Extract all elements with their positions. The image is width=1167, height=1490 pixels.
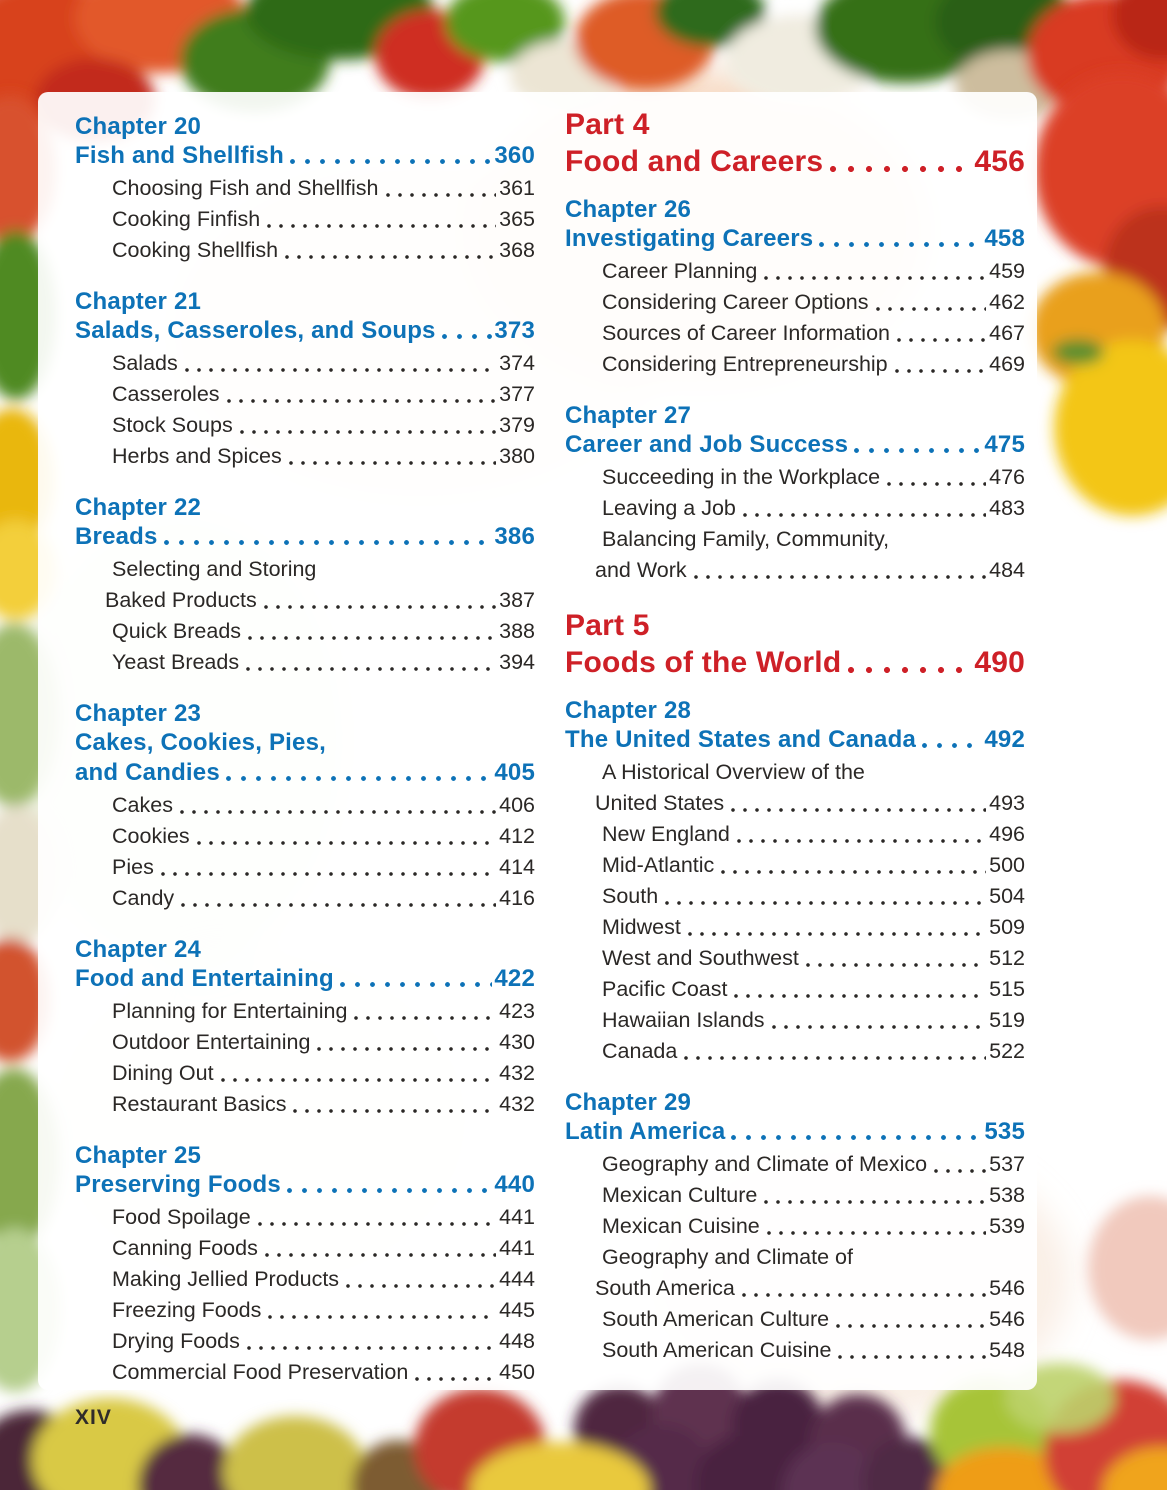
chapter-label: Chapter 23 [75, 700, 202, 727]
toc-entry-line [112, 1326, 535, 1357]
toc-entry-line [105, 585, 535, 616]
entry-page-number: 522 [989, 1039, 1025, 1063]
entry-page-number: 469 [989, 352, 1025, 376]
entry-text: Choosing Fish and Shellfish [112, 176, 379, 200]
toc-section-chapter [565, 696, 1025, 1067]
entry-page-number: 388 [499, 619, 535, 643]
part-title-row [565, 644, 1025, 681]
entry-text: Selecting and Storing [112, 557, 317, 581]
entry-page-number: 406 [499, 793, 535, 817]
dot-leader [220, 1077, 497, 1083]
toc-entry-line [112, 996, 535, 1027]
chapter-title-row [75, 316, 535, 346]
dot-leader [664, 900, 986, 906]
section-page-number: 492 [984, 726, 1025, 753]
entry-page-number: 414 [499, 855, 535, 879]
section-page-number: 422 [494, 965, 535, 992]
entry-text: New England [602, 822, 730, 846]
chapter-title-row [75, 728, 535, 758]
toc-item-list [595, 462, 1025, 586]
toc-entry-line [595, 1273, 1025, 1304]
section-page-number: 456 [974, 145, 1025, 178]
entry-page-number: 512 [989, 946, 1025, 970]
entry-page-number: 379 [499, 413, 535, 437]
chapter-title-row [75, 758, 535, 788]
dot-leader [805, 962, 986, 968]
entry-text: Dining Out [112, 1061, 214, 1085]
entry-page-number: 546 [989, 1307, 1025, 1331]
section-page-number: 535 [984, 1118, 1025, 1145]
toc-entry-line [602, 912, 1025, 943]
dot-leader [853, 447, 982, 454]
section-page-number: 475 [984, 431, 1025, 458]
chapter-label: Chapter 22 [75, 494, 202, 521]
entry-page-number: 412 [499, 824, 535, 848]
toc-entry-line [112, 441, 535, 472]
entry-text: Geography and Climate of Mexico [602, 1152, 928, 1176]
entry-text: and Work [595, 558, 687, 582]
toc-entry-line [602, 850, 1025, 881]
section-title-text: Breads [75, 523, 158, 550]
dot-leader [763, 1199, 986, 1205]
toc-entry-line [112, 379, 535, 410]
chapter-title-row [75, 522, 535, 552]
toc-entry-line [602, 256, 1025, 287]
entry-text: West and Southwest [602, 946, 799, 970]
dot-leader [894, 368, 986, 374]
entry-text: Herbs and Spices [112, 444, 282, 468]
entry-text: Yeast Breads [112, 650, 240, 674]
entry-page-number: 448 [499, 1329, 535, 1353]
toc-item-list [595, 1149, 1025, 1366]
entry-text: Making Jellied Products [112, 1267, 340, 1291]
entry-text: Midwest [602, 915, 681, 939]
entry-text: Freezing Foods [112, 1298, 262, 1322]
toc-section-chapter [75, 935, 535, 1120]
entry-page-number: 546 [989, 1276, 1025, 1300]
dot-leader [933, 1168, 986, 1174]
entry-page-number: 416 [499, 886, 535, 910]
dot-leader [267, 1314, 496, 1320]
entry-page-number: 493 [989, 791, 1025, 815]
toc-section-chapter [75, 112, 535, 266]
toc-entry-line [602, 1180, 1025, 1211]
dot-leader [316, 1046, 496, 1052]
toc-entry-line [112, 1027, 535, 1058]
section-page-number: 360 [494, 142, 535, 169]
entry-text: Commercial Food Preservation [112, 1360, 409, 1384]
dot-leader [226, 398, 497, 404]
section-page-number: 405 [494, 759, 535, 786]
toc-item-list [112, 996, 535, 1120]
section-title-text: and Candies [75, 759, 220, 786]
entry-text: Cookies [112, 824, 190, 848]
dot-leader [733, 993, 986, 999]
entry-text: Salads [112, 351, 178, 375]
part-label: Part 5 [565, 609, 650, 642]
section-title-text: Investigating Careers [565, 225, 814, 252]
entry-text: Candy [112, 886, 175, 910]
chapter-title-row [75, 141, 535, 171]
toc-entry-line [112, 1202, 535, 1233]
chapter-title-row [565, 224, 1025, 254]
entry-page-number: 377 [499, 382, 535, 406]
entry-text: Pies [112, 855, 154, 879]
dot-leader [687, 931, 986, 937]
chapter-label: Chapter 28 [565, 697, 692, 724]
dot-leader [288, 460, 496, 466]
chapter-label: Chapter 24 [75, 936, 202, 963]
entry-text: Sources of Career Information [602, 321, 890, 345]
entry-page-number: 450 [499, 1360, 535, 1384]
toc-entry-line [112, 1357, 535, 1388]
toc-item-list [112, 1202, 535, 1388]
toc-entry-line [602, 881, 1025, 912]
toc-entry-line [602, 1149, 1025, 1180]
toc-entry-line [112, 821, 535, 852]
toc-section-chapter [565, 195, 1025, 380]
dot-leader [225, 775, 492, 782]
toc-entry-line [112, 410, 535, 441]
toc-column-right [565, 106, 1025, 1387]
entry-text: Planning for Entertaining [112, 999, 348, 1023]
chapter-label: Chapter 21 [75, 288, 202, 315]
entry-text: Mexican Cuisine [602, 1214, 760, 1238]
entry-text: Geography and Climate of [602, 1245, 853, 1269]
entry-text: Pacific Coast [602, 977, 728, 1001]
section-title-text: Preserving Foods [75, 1171, 281, 1198]
toc-item-list [595, 757, 1025, 1067]
entry-text: Casseroles [112, 382, 220, 406]
part-label: Part 4 [565, 108, 650, 141]
section-page-number: 458 [984, 225, 1025, 252]
section-title-text: Fish and Shellfish [75, 142, 284, 169]
dot-leader [896, 337, 986, 343]
dot-leader [818, 241, 982, 248]
toc-section-chapter [565, 401, 1025, 586]
section-title-text: The United States and Canada [565, 726, 916, 753]
entry-page-number: 432 [499, 1092, 535, 1116]
dot-leader [886, 481, 986, 487]
entry-page-number: 394 [499, 650, 535, 674]
toc-entry-line [112, 616, 535, 647]
toc-item-list [112, 173, 535, 266]
entry-page-number: 462 [989, 290, 1025, 314]
dot-leader [771, 1024, 987, 1030]
toc-item-list [112, 348, 535, 472]
section-page-number: 490 [974, 646, 1025, 679]
chapter-label: Chapter 20 [75, 113, 202, 140]
dot-leader [683, 1055, 986, 1061]
toc-section-chapter [75, 287, 535, 472]
toc-section-chapter [75, 699, 535, 914]
toc-item-list [602, 256, 1025, 380]
entry-page-number: 387 [499, 588, 535, 612]
dot-leader [730, 1134, 982, 1141]
chapter-label: Chapter 29 [565, 1089, 692, 1116]
entry-text: Restaurant Basics [112, 1092, 287, 1116]
entry-text: Canada [602, 1039, 678, 1063]
toc-entry-line [602, 1242, 1025, 1273]
toc-item-list [105, 554, 535, 678]
entry-page-number: 537 [989, 1152, 1025, 1176]
dot-leader [766, 1230, 986, 1236]
dot-leader [196, 840, 496, 846]
entry-text: Considering Career Options [602, 290, 869, 314]
toc-section-chapter [75, 493, 535, 678]
toc-entry-line [602, 349, 1025, 380]
toc-entry-line [595, 555, 1025, 586]
entry-page-number: 483 [989, 496, 1025, 520]
entry-page-number: 423 [499, 999, 535, 1023]
entry-text: Baked Products [105, 588, 257, 612]
toc-entry-line [112, 348, 535, 379]
dot-leader [730, 807, 986, 813]
toc-entry-line [602, 318, 1025, 349]
dot-leader [736, 838, 986, 844]
chapter-title-row [75, 964, 535, 994]
entry-page-number: 361 [499, 176, 535, 200]
toc-entry-line [112, 883, 535, 914]
dot-leader [239, 429, 496, 435]
toc-entry-line [112, 173, 535, 204]
dot-leader [763, 275, 986, 281]
toc-section-chapter [565, 1088, 1025, 1366]
page-number-folio: XIV [75, 1406, 112, 1429]
chapter-title-row [565, 725, 1025, 755]
dot-leader [263, 604, 496, 610]
entry-page-number: 504 [989, 884, 1025, 908]
dot-leader [286, 1187, 492, 1194]
section-page-number: 386 [494, 523, 535, 550]
dot-leader [720, 869, 986, 875]
entry-text: Stock Soups [112, 413, 233, 437]
section-title-text: Career and Job Success [565, 431, 849, 458]
section-title-text: Food and Entertaining [75, 965, 334, 992]
dot-leader [921, 742, 982, 749]
entry-text: Food Spoilage [112, 1205, 251, 1229]
entry-page-number: 539 [989, 1214, 1025, 1238]
dot-leader [245, 666, 496, 672]
toc-entry-line [602, 1005, 1025, 1036]
dot-leader [246, 1345, 496, 1351]
toc-entry-line [602, 287, 1025, 318]
toc-entry-line [595, 788, 1025, 819]
dot-leader [385, 192, 497, 198]
entry-text: Cooking Finfish [112, 207, 261, 231]
entry-text: Career Planning [602, 259, 758, 283]
entry-page-number: 484 [989, 558, 1025, 582]
dot-leader [441, 333, 493, 340]
entry-page-number: 459 [989, 259, 1025, 283]
toc-entry-line [112, 790, 535, 821]
section-page-number: 373 [494, 317, 535, 344]
dot-leader [353, 1015, 496, 1021]
entry-text: A Historical Overview of the [602, 760, 865, 784]
entry-page-number: 467 [989, 321, 1025, 345]
chapter-label: Chapter 26 [565, 196, 692, 223]
section-title-text: Salads, Casseroles, and Soups [75, 317, 436, 344]
dot-leader [292, 1108, 496, 1114]
dot-leader [742, 512, 986, 518]
dot-leader [160, 871, 496, 877]
entry-page-number: 380 [499, 444, 535, 468]
toc-entry-line [602, 1036, 1025, 1067]
toc-entry-line [112, 1233, 535, 1264]
entry-page-number: 476 [989, 465, 1025, 489]
dot-leader [163, 539, 493, 546]
dot-leader [266, 223, 496, 229]
toc-entry-line [112, 204, 535, 235]
entry-page-number: 496 [989, 822, 1025, 846]
chapter-label: Chapter 27 [565, 402, 692, 429]
toc-section-part [565, 607, 1025, 681]
dot-leader [184, 367, 496, 373]
toc-entry-line [112, 647, 535, 678]
entry-text: Outdoor Entertaining [112, 1030, 311, 1054]
section-title-text: Food and Careers [565, 145, 824, 178]
part-title-row [565, 143, 1025, 180]
toc-entry-line [602, 462, 1025, 493]
section-title-text: Foods of the World [565, 646, 842, 679]
toc-entry-line [602, 757, 1025, 788]
toc-entry-line [602, 1304, 1025, 1335]
toc-entry-line [112, 1264, 535, 1295]
dot-leader [257, 1221, 496, 1227]
entry-page-number: 548 [989, 1338, 1025, 1362]
entry-text: Considering Entrepreneurship [602, 352, 888, 376]
dot-leader [339, 981, 492, 988]
dot-leader [180, 902, 496, 908]
entry-text: South American Cuisine [602, 1338, 832, 1362]
toc-entry-line [602, 1211, 1025, 1242]
entry-text: Succeeding in the Workplace [602, 465, 881, 489]
chapter-title-row [565, 1117, 1025, 1147]
entry-page-number: 500 [989, 853, 1025, 877]
dot-leader [875, 306, 987, 312]
entry-page-number: 538 [989, 1183, 1025, 1207]
entry-text: South American Culture [602, 1307, 830, 1331]
entry-page-number: 368 [499, 238, 535, 262]
dot-leader [835, 1323, 986, 1329]
dot-leader [837, 1354, 986, 1360]
dot-leader [414, 1376, 496, 1382]
dot-leader [289, 158, 492, 165]
toc-entry-line [602, 974, 1025, 1005]
toc-entry-line [602, 524, 1025, 555]
entry-text: Cakes [112, 793, 173, 817]
entry-page-number: 432 [499, 1061, 535, 1085]
entry-page-number: 441 [499, 1236, 535, 1260]
entry-text: United States [595, 791, 725, 815]
entry-text: South [602, 884, 659, 908]
entry-text: Quick Breads [112, 619, 242, 643]
dot-leader [847, 666, 972, 674]
toc-entry-line [602, 819, 1025, 850]
toc-section-chapter [75, 1141, 535, 1388]
toc-section-part [565, 106, 1025, 180]
dot-leader [693, 574, 987, 580]
entry-text: Mid-Atlantic [602, 853, 715, 877]
section-page-number: 440 [494, 1171, 535, 1198]
entry-page-number: 519 [989, 1008, 1025, 1032]
entry-text: Hawaiian Islands [602, 1008, 765, 1032]
entry-page-number: 445 [499, 1298, 535, 1322]
entry-text: South America [595, 1276, 735, 1300]
chapter-label: Chapter 25 [75, 1142, 202, 1169]
dot-leader [284, 254, 496, 260]
entry-page-number: 365 [499, 207, 535, 231]
dot-leader [179, 809, 496, 815]
section-title-text: Latin America [565, 1118, 726, 1145]
entry-text: Mexican Culture [602, 1183, 758, 1207]
toc-entry-line [602, 493, 1025, 524]
toc-entry-line [112, 852, 535, 883]
entry-text: Canning Foods [112, 1236, 258, 1260]
toc-entry-line [602, 943, 1025, 974]
dot-leader [741, 1292, 986, 1298]
entry-text: Cooking Shellfish [112, 238, 279, 262]
dot-leader [264, 1252, 496, 1258]
entry-text: Balancing Family, Community, [602, 527, 890, 551]
section-title-text: Cakes, Cookies, Pies, [75, 729, 326, 756]
dot-leader [345, 1283, 496, 1289]
entry-page-number: 441 [499, 1205, 535, 1229]
dot-leader [247, 635, 496, 641]
toc-entry-line [112, 235, 535, 266]
toc-entry-line [112, 1089, 535, 1120]
toc-entry-line [602, 1335, 1025, 1366]
entry-page-number: 444 [499, 1267, 535, 1291]
entry-page-number: 374 [499, 351, 535, 375]
chapter-title-row [75, 1170, 535, 1200]
dot-leader [829, 165, 972, 173]
chapter-title-row [565, 430, 1025, 460]
entry-page-number: 515 [989, 977, 1025, 1001]
entry-text: Leaving a Job [602, 496, 736, 520]
toc-item-list [112, 790, 535, 914]
toc-entry-line [112, 1058, 535, 1089]
entry-text: Drying Foods [112, 1329, 240, 1353]
toc-entry-line [112, 1295, 535, 1326]
entry-page-number: 430 [499, 1030, 535, 1054]
toc-entry-line [112, 554, 535, 585]
toc-column-left [75, 112, 535, 1409]
entry-page-number: 509 [989, 915, 1025, 939]
